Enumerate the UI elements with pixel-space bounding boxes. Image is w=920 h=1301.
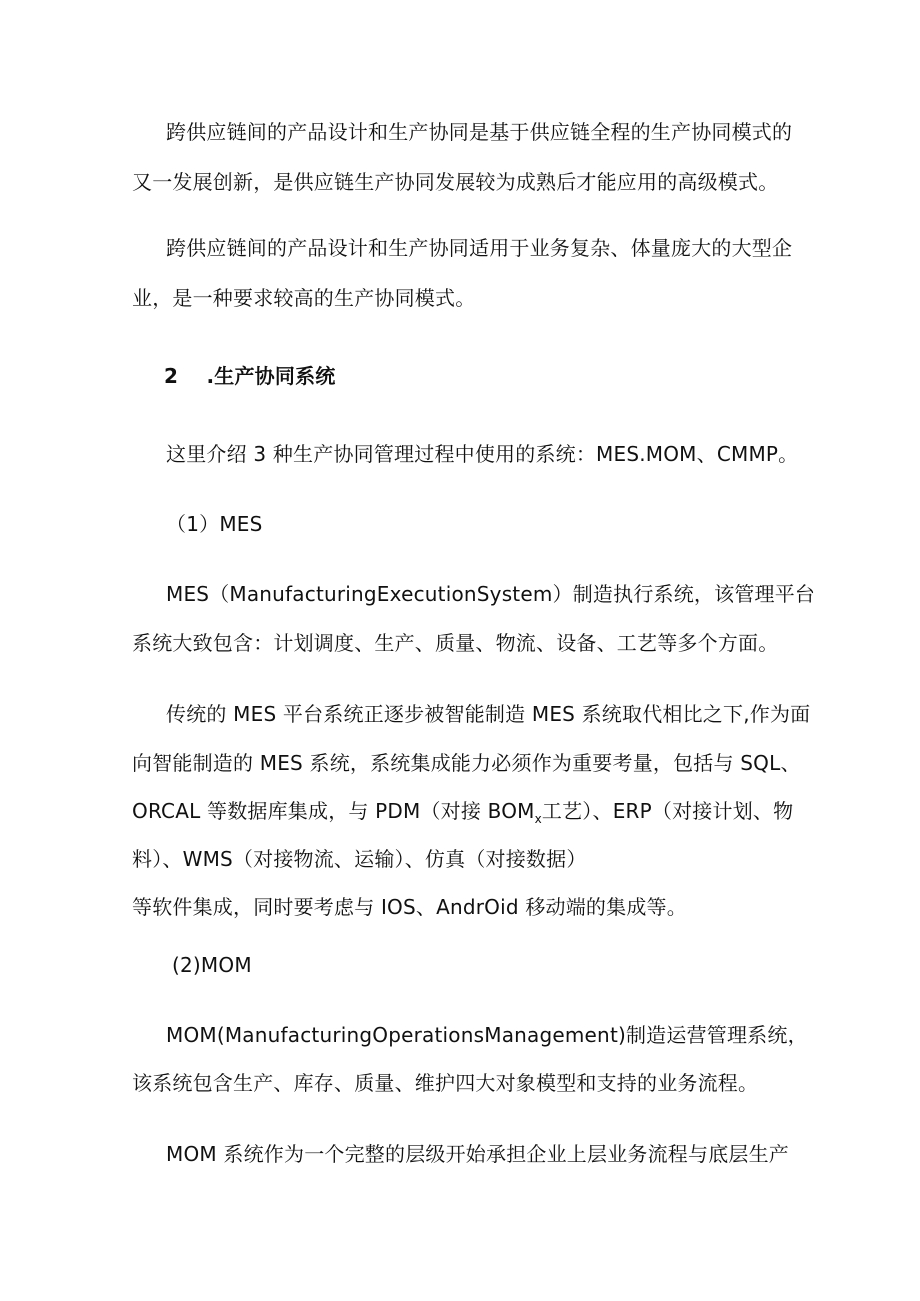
section-heading [164,362,335,390]
paragraph-1-line-2: 又一发展创新，是供应链生产协同发展较为成熟后才能应用的高级模式。 [132,170,779,194]
paragraph-5-line-3 [132,797,793,825]
paragraph-5-line-3-end: 工艺）、ERP（对接计划、物 [541,799,794,823]
paragraph-3: 这里介绍 3 种生产协同管理过程中使用的系统：MES.MOM、CMMP。 [166,442,799,466]
paragraph-1-line-1: 跨供应链间的产品设计和生产协同是基于供应链全程的生产协同模式的 [166,120,793,144]
section-number: 2 [164,364,179,388]
paragraph-7: MOM 系统作为一个完整的层级开始承担企业上层业务流程与底层生产 [166,1142,790,1166]
paragraph-5-line-1: 传统的 MES 平台系统正逐步被智能制造 MES 系统取代相比之下,作为面 [166,702,811,726]
section-title: .生产协同系统 [206,364,336,388]
paragraph-5-subscript: x [534,812,542,826]
paragraph-4-line-2: 系统大致包含：计划调度、生产、质量、物流、设备、工艺等多个方面。 [132,631,779,655]
paragraph-5-line-5: 等软件集成，同时要考虑与 IOS、AndrOid 移动端的集成等。 [132,895,687,919]
paragraph-2-line-2: 业，是一种要求较高的生产协同模式。 [132,286,476,310]
paragraph-5-line-4: 料）、WMS（对接物流、运输）、仿真（对接数据） [132,847,587,871]
subheading-mom: (2)MOM [172,953,252,977]
paragraph-6-line-1: MOM(ManufacturingOperationsManagement)制造运营管理系统， [166,1023,808,1047]
paragraph-5-line-2: 向智能制造的 MES 系统，系统集成能力必须作为重要考量，包括与 SQL、 [132,751,801,775]
paragraph-6-line-2: 该系统包含生产、库存、质量、维护四大对象模型和支持的业务流程。 [132,1071,759,1095]
paragraph-5-line-3-start: ORCAL 等数据库集成，与 PDM（对接 BOM [132,799,535,823]
subheading-mes: （1）MES [166,512,263,536]
paragraph-2-line-1: 跨供应链间的产品设计和生产协同适用于业务复杂、体量庞大的大型企 [166,236,793,260]
paragraph-4-line-1: MES（ManufacturingExecutionSystem）制造执行系统，该管理平台 [166,582,816,606]
